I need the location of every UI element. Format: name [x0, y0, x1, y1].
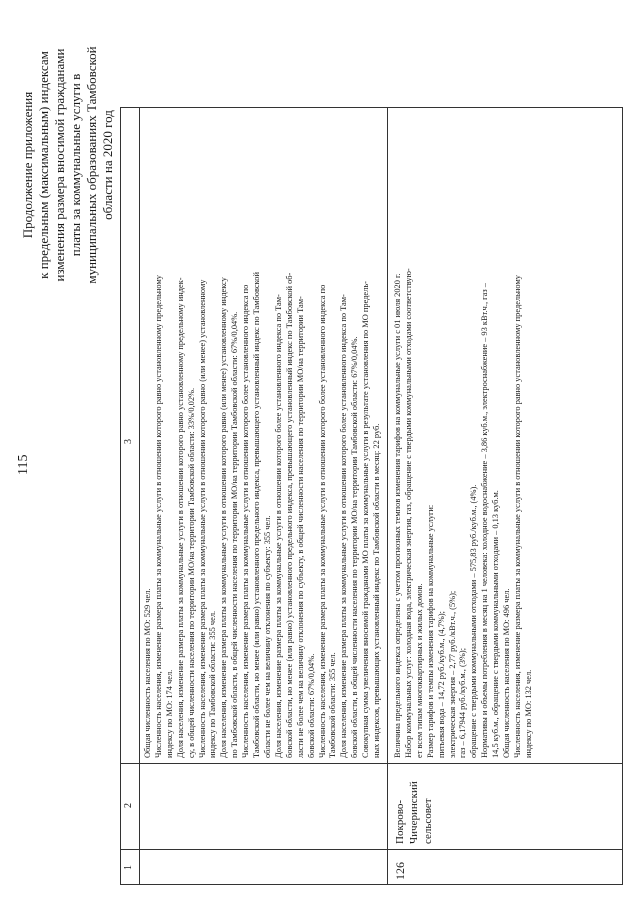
header-col-1: 1 — [123, 865, 134, 870]
text-line: электрическая энергия – 2,77 руб./кВт.ч., (5%); — [447, 590, 457, 758]
text-line: Доля населения, изменение размера платы за коммунальные услуги в отношении которого более установленного индекса по Там- — [339, 294, 349, 758]
text-line: Доля населения, изменение размера платы за коммунальные услуги в отношении которого равно (или менее) установленному индексу — [219, 277, 229, 758]
name-line: Покрово- — [394, 799, 406, 844]
text-line: индексу по МО: 174 чел. — [164, 669, 174, 758]
text-line: Нормативы и объемы потребления в месяц на 1 человека: холодное водоснабжение – 3,86 куб.м., электроснабжение – 93 кВт.ч., газ – — [480, 283, 490, 758]
row-description — [393, 114, 535, 758]
text-line: су, в общей численности населения по территории МО/на территории Тамбовской области: 33%/0,02%. — [186, 387, 196, 758]
text-line: ных индексов, превышающих установленный индекс по Тамбовской области в месяц: 22 руб. — [372, 423, 382, 758]
text-line: индексу по МО: 132 чел. — [523, 669, 533, 758]
text-line: Доля населения, изменение размера платы за коммунальные услуги в отношении которого равно установленному предельному индек- — [175, 277, 185, 758]
text-line: Численность населения, изменение размера платы за коммунальные услуги в отношении которого более установленного индекса по — [241, 284, 251, 758]
text-line: Численность населения, изменение размера платы за коммунальные услуги в отношении которого равно (или менее) установленному — [197, 279, 207, 758]
text-line: Общая численность населения по МО: 529 чел. — [143, 588, 152, 758]
text-line: бовской области: 67%/0,04%. — [306, 653, 316, 758]
caption-line: платы за коммунальные услуги в — [68, 73, 83, 257]
header-col-2: 2 — [123, 803, 134, 808]
text-line: газ – 6,17944 руб./куб.м., (3%); — [458, 647, 468, 758]
row-number: 126 — [393, 862, 407, 880]
text-line: питьевая вода – 14,72 руб./куб.м., (4,7%); — [436, 611, 446, 758]
text-line: Величина предельного индекса определена с учетом прогнозных темпов изменения тарифов на коммунальные услуги с 01 июля 2020 г. — [393, 273, 402, 758]
caption-line: изменения размера вносимой гражданами — [52, 48, 67, 282]
page-number: 115 — [16, 454, 31, 475]
municipality-name — [393, 781, 435, 844]
indices-table — [120, 107, 623, 885]
text-line: области не более чем на величину отклонения по субъекту: 355 чел. — [262, 515, 272, 758]
text-line: ласти не более чем на величину отклонения по субъекту, в общей численности населения по территории МО/на территории Там- — [295, 296, 305, 758]
caption-line: к предельным (максимальным) индексам — [36, 51, 51, 279]
table-header-row — [121, 108, 140, 884]
appendix-caption — [20, 30, 116, 300]
text-line: Численность населения, изменение размера платы за коммунальные услуги в отношении которого равно установленному предельному — [512, 275, 522, 758]
text-line: Численность населения, изменение размера платы за коммунальные услуги в отношении которого равно установленному предельному — [153, 275, 163, 758]
header-col-3: 3 — [123, 439, 134, 444]
caption-line: области на 2020 год — [100, 110, 115, 220]
text-line: 14,5 куб.м., обращение с твердыми коммунальными отходами – 0,13 куб.м. — [491, 490, 501, 758]
text-line: бовской области, в общей численности населения по территории МО/на территории Тамбовской области: 67%/0,04%. — [350, 336, 360, 758]
text-line: Общая численность населения по МО: 496 чел. — [502, 588, 512, 758]
text-line: Численность населения, изменение размера платы за коммунальные услуги в отношении которого более установленного индекса по — [317, 284, 327, 758]
text-line: бовской области, но менее (или равно) установленного предельного индекса, превышающего установленный индекс по Тамбовской об- — [284, 272, 294, 758]
text-line: Тамбовской области: 355 чел. — [328, 652, 338, 758]
caption-line: Продолжение приложения — [20, 91, 35, 239]
text-line: обращение с твердыми коммунальными отходами – 575,83 руб./куб.м., (4%). — [469, 484, 479, 758]
text-line: Набор коммунальных услуг: холодная вода, электрическая энергия, газ, обращение с твердыми коммунальными отходами соответствую- — [403, 268, 413, 758]
text-line: индексу по Тамбовской области: 355 чел. — [208, 610, 218, 758]
text-line: Доля населения, изменение размера платы за коммунальные услуги в отношении которого более установленного индекса по Там- — [273, 294, 283, 758]
caption-line: муниципальных образованиях Тамбовской — [84, 46, 99, 284]
text-line: ет всем типам многоквартирных и жилых домов. — [414, 583, 424, 758]
text-line: Тамбовской области, но менее (или равно) установленного предельного индекса, превышающего установленный индекс по Тамбовской — [252, 272, 262, 758]
name-line: сельсовет — [422, 798, 434, 844]
previous-row-continuation — [143, 114, 383, 758]
text-line: Совокупная сумма увеличения вносимой гражданами МО платы за коммунальные услуги в результате установления по МО предель- — [361, 281, 371, 758]
text-line: Размер тарифов и темпы изменения тарифов на коммунальные услуги: — [425, 504, 435, 758]
text-line: по Тамбовской области, в общей численности населения по территории МО/на территории Тамбовской области: 67%/0,04%. — [230, 311, 240, 758]
name-line: Чичеринский — [408, 781, 420, 844]
